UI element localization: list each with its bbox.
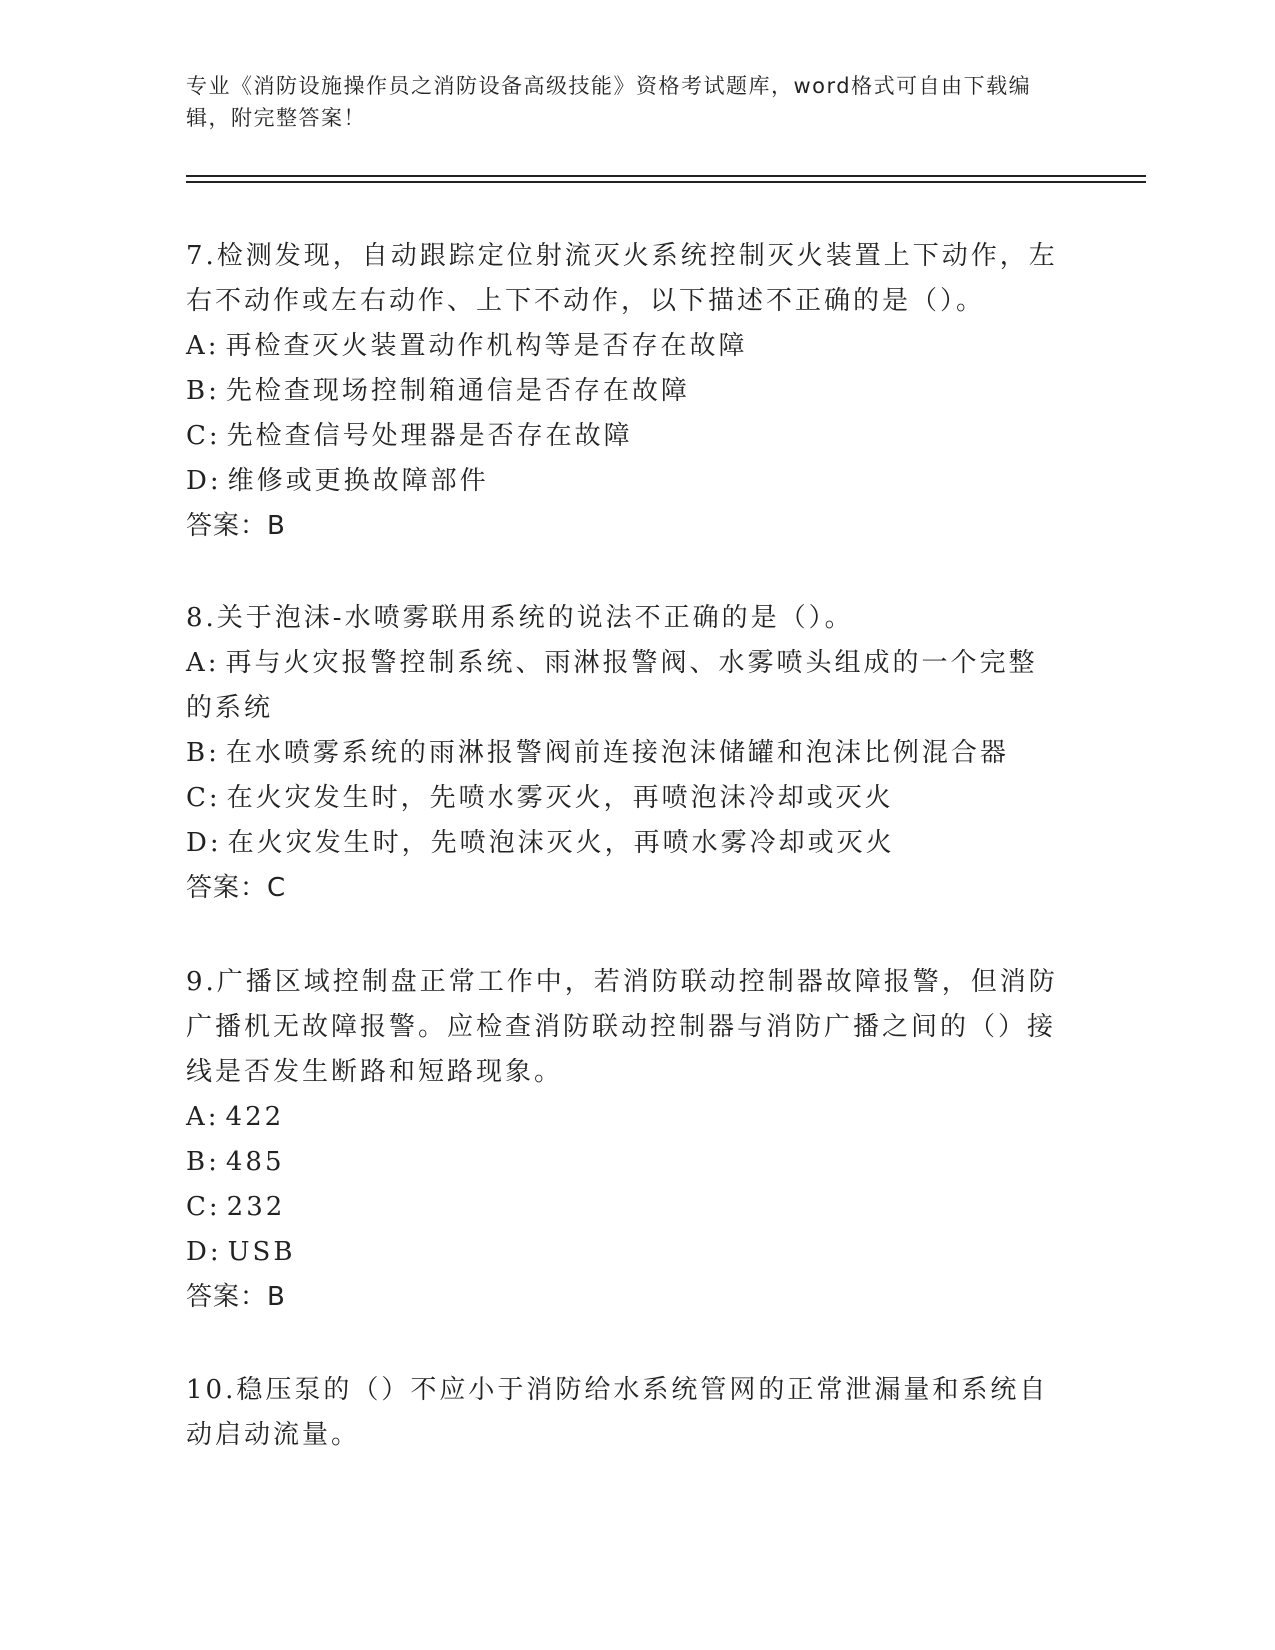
option-d: [186, 1230, 1066, 1275]
question-9: [186, 960, 1066, 1320]
option-c: [186, 414, 1066, 459]
option-letter: B:: [186, 376, 220, 406]
option-text: 在水喷雾系统的雨淋报警阀前连接泡沫储罐和泡沫比例混合器: [225, 738, 1009, 768]
option-letter: D:: [186, 828, 222, 858]
option-letter: D:: [186, 1237, 222, 1267]
option-text: 维修或更换故障部件: [227, 466, 489, 496]
option-d: [186, 459, 1066, 504]
option-letter: C:: [186, 421, 221, 451]
answer-line: 答案：B: [186, 511, 286, 541]
header-divider-bottom: [186, 181, 1146, 183]
option-text: 485: [225, 1147, 285, 1177]
option-b: [186, 731, 1066, 776]
option-letter: D:: [186, 466, 222, 496]
question-stem: 9.广播区域控制盘正常工作中，若消防联动控制器故障报警，但消防广播机无故障报警。应检查消防联动控制器与消防广播之间的（）接线是否发生断路和短路现象。: [186, 967, 1058, 1087]
option-text: 在火灾发生时，先喷泡沫灭火，再喷水雾冷却或灭火: [227, 828, 895, 858]
option-text: 再检查灭火装置动作机构等是否存在故障: [225, 331, 748, 361]
answer-line: 答案：C: [186, 873, 287, 903]
answer-line: 答案：B: [186, 1282, 286, 1312]
option-c: [186, 776, 1066, 821]
option-letter: A:: [186, 1102, 220, 1132]
option-text: USB: [227, 1237, 296, 1267]
option-letter: A:: [186, 331, 220, 361]
option-letter: B:: [186, 738, 220, 768]
question-7: [186, 234, 1066, 549]
option-text: 在火灾发生时，先喷水雾灭火，再喷泡沫冷却或灭火: [226, 783, 894, 813]
option-d: [186, 821, 1066, 866]
header-divider-top: [186, 175, 1146, 177]
option-text: 422: [225, 1102, 285, 1132]
option-text: 再与火灾报警控制系统、雨淋报警阀、水雾喷头组成的一个完整的系统: [186, 648, 1038, 723]
question-8: [186, 596, 1066, 911]
question-stem: 10.稳压泵的（）不应小于消防给水系统管网的正常泄漏量和系统自动启动流量。: [186, 1375, 1049, 1450]
option-text: 先检查现场控制箱通信是否存在故障: [225, 376, 690, 406]
option-letter: A:: [186, 648, 220, 678]
option-a: [186, 641, 1066, 731]
question-10: [186, 1368, 1066, 1458]
option-b: [186, 1140, 1066, 1185]
option-text: 232: [226, 1192, 286, 1222]
option-b: [186, 369, 1066, 414]
option-a: [186, 324, 1066, 369]
question-stem: 8.关于泡沫-水喷雾联用系统的说法不正确的是（）。: [186, 603, 854, 633]
option-c: [186, 1185, 1066, 1230]
document-header: 专业《消防设施操作员之消防设备高级技能》资格考试题库，word格式可自由下载编辑，附完整答案！: [186, 74, 1032, 130]
option-letter: B:: [186, 1147, 220, 1177]
option-a: [186, 1095, 1066, 1140]
question-stem: 7.检测发现，自动跟踪定位射流灭火系统控制灭火装置上下动作，左右不动作或左右动作、上下不动作，以下描述不正确的是（）。: [186, 241, 1058, 316]
option-letter: C:: [186, 783, 221, 813]
option-text: 先检查信号处理器是否存在故障: [226, 421, 633, 451]
option-letter: C:: [186, 1192, 221, 1222]
